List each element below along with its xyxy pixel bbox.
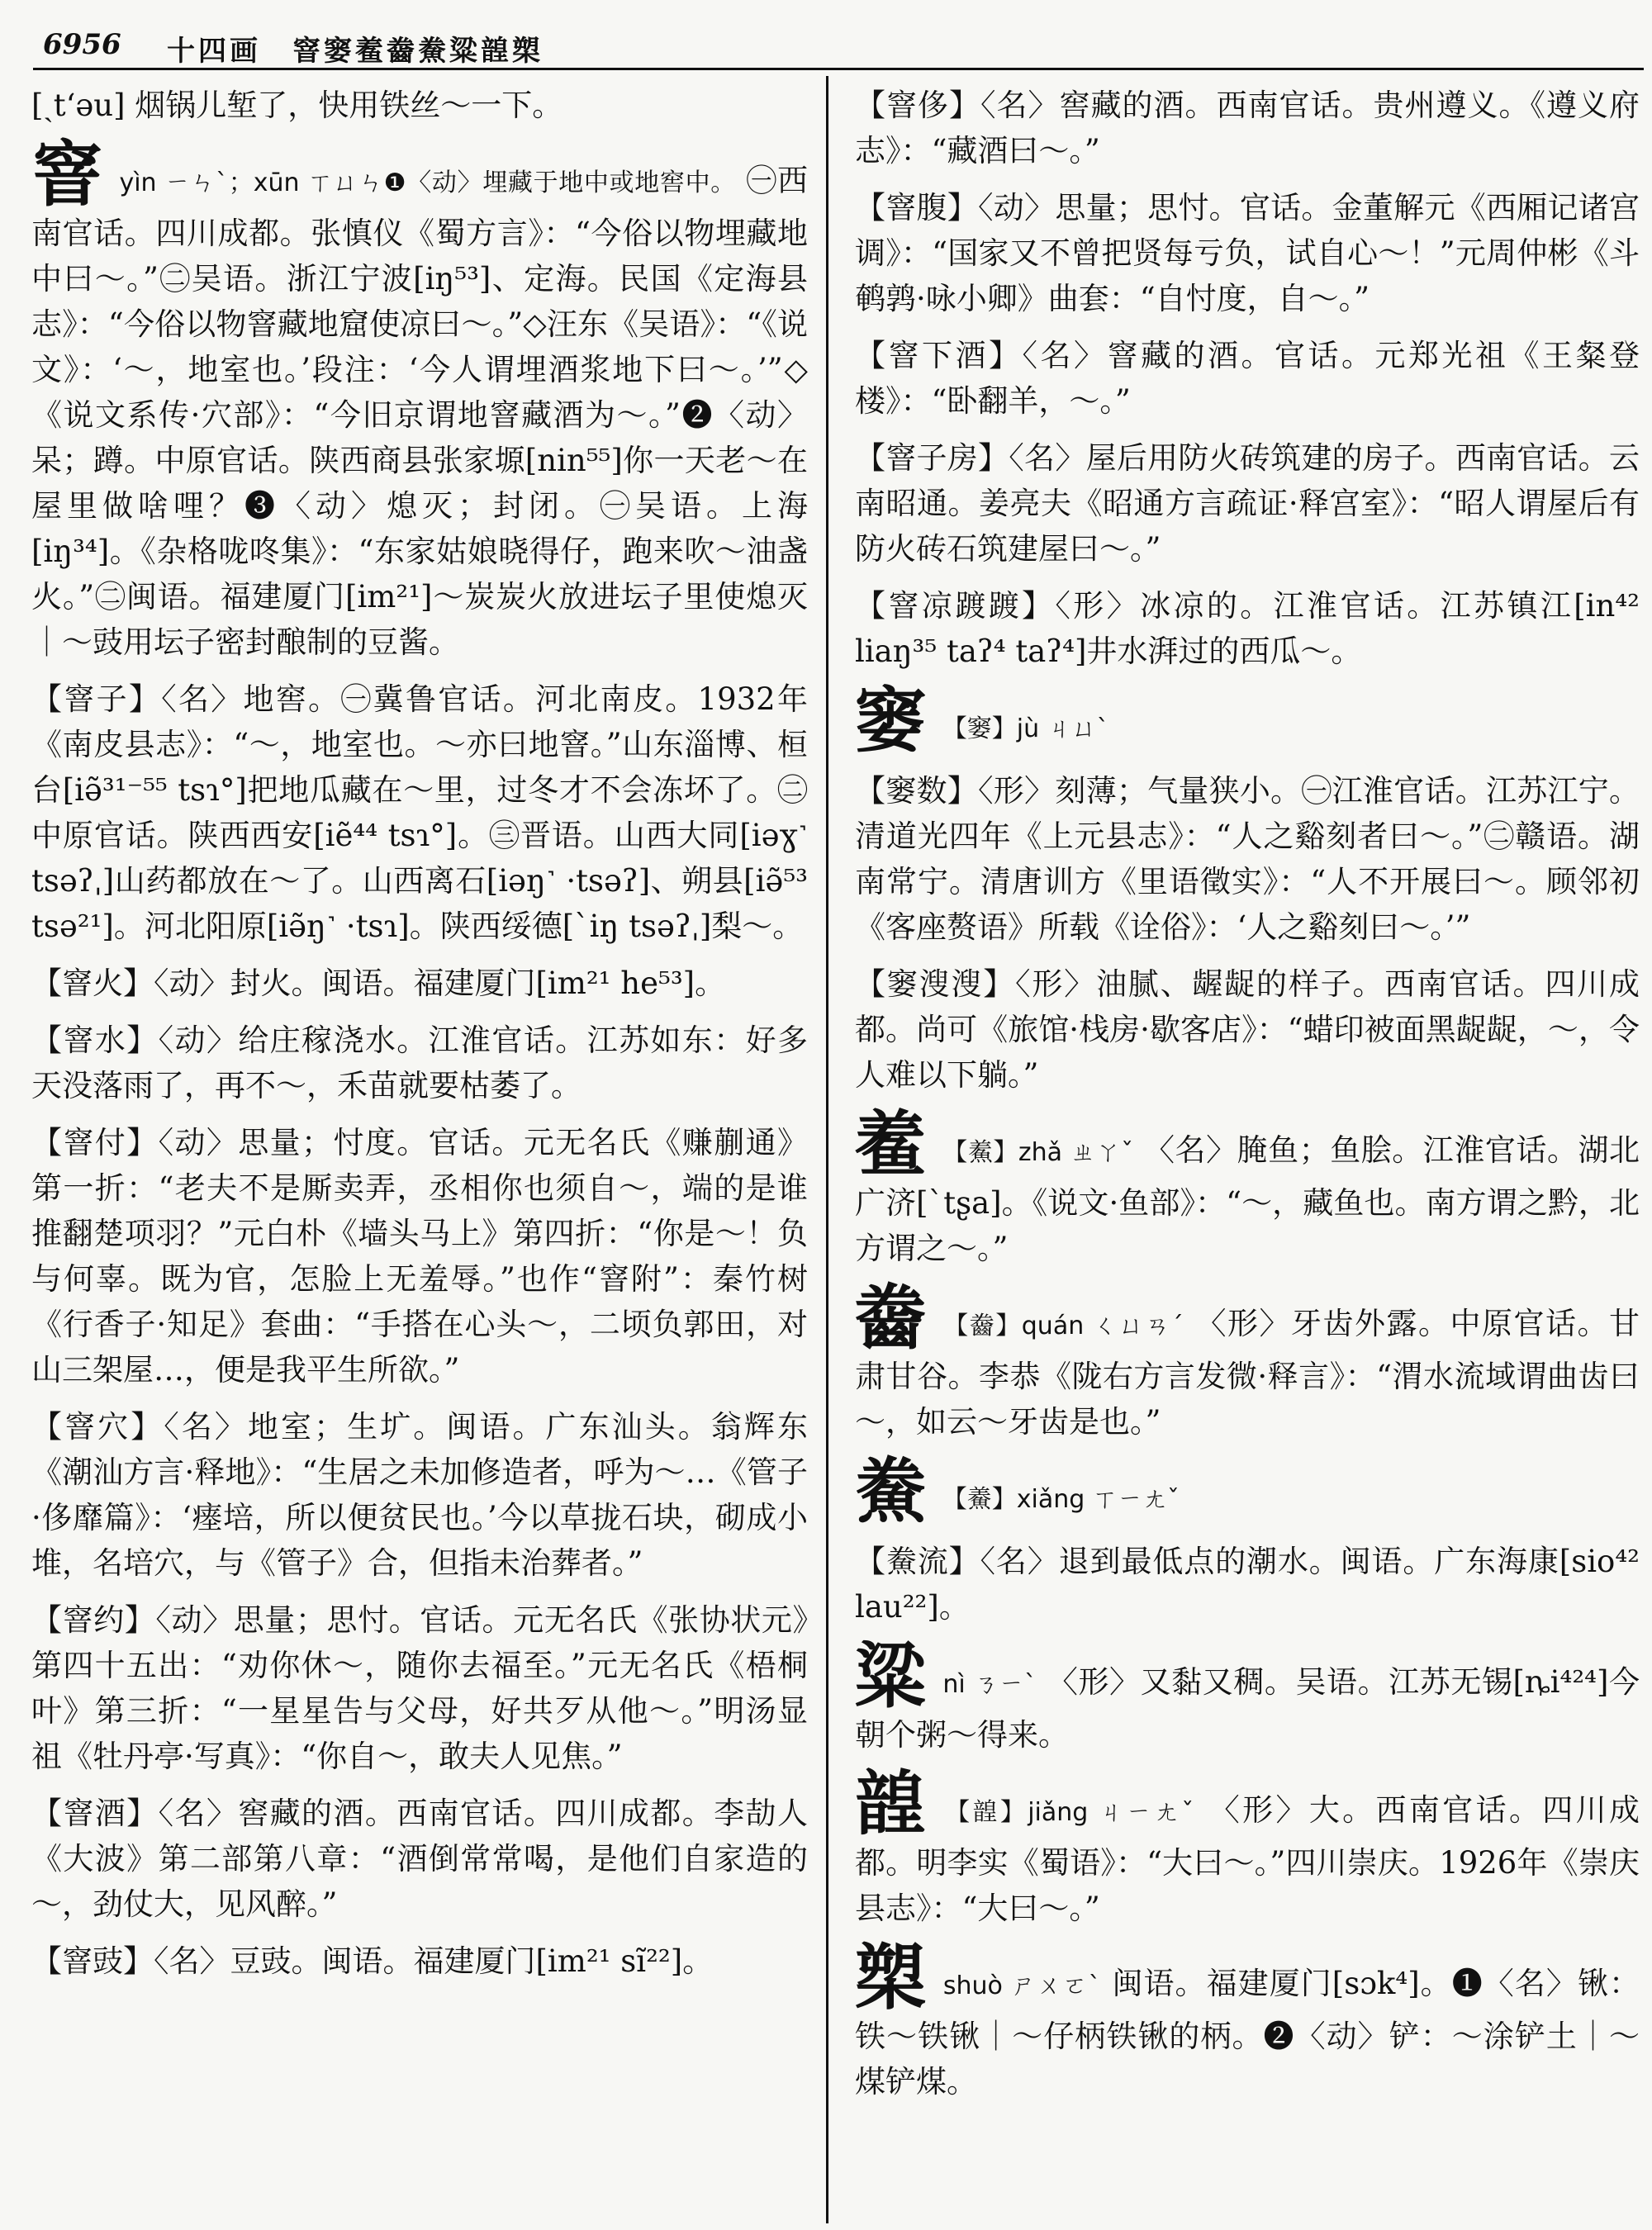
definition: 闽语。福建厦门[sɔk⁴]。❶〈名〉锹：铁～铁锹｜～仔柄铁锹的柄。❷〈动〉铲：～涂铲土｜～煤铲煤。: [855, 1966, 1640, 2100]
headword-reading: 【窭】jù ㄐㄩˋ: [942, 714, 1109, 743]
headword-entry: [855, 1276, 1640, 1445]
entry: 【窨水】〈动〉给庄稼浇水。江淮官话。江苏如东：好多天没落雨了，再不～，禾苗就要枯萎了。: [31, 1022, 808, 1103]
headword-reading: 【韹】jiǎng ㄐㄧㄤˇ: [945, 1798, 1197, 1827]
entry: 【窭溲溲】〈形〉油腻、龌龊的样子。西南官话。四川成都。尚可《旅馆·栈房·歇客店》：“蜡印被面黑龊龊，～，令人难以下躺。”: [855, 966, 1640, 1093]
definition: 〈名〉腌鱼；鱼脍。江淮官话。湖北广济[ˋtʂa]。《说文·鱼部》：“～，藏鱼也。南方谓之黔，北方谓之～。”: [855, 1132, 1640, 1266]
right-column: [855, 83, 1640, 2222]
entry: 【窨约】〈动〉思量；思忖。官话。元无名氏《张协状元》第四十五出：“劝你休～，随你去福至。”元无名氏《梧桐叶》第三折：“一星星告与父母，好共歹从他～。”明汤显祖《牡丹亭·写真》：“你自～，敢夫人见焦。”: [31, 1602, 808, 1774]
column-divider: [826, 76, 828, 2223]
left-column: [31, 83, 808, 2222]
entry: 【窨子】〈名〉地窖。㊀冀鲁官话。河北南皮。1932年《南皮县志》：“～，地室也。～亦曰地窨。”山东淄博、桓台[iə̃³¹⁻⁵⁵ tsɿ°]把地瓜藏在～里，过冬才不会冻坏了。㊁中原官话。陕西西安[iẽ⁴⁴ tsɿ°]。㊂晋语。山西大同[iəɣ˺ tsəʔˌ]山药都放在～了。山西离石[iəŋ˺ ·tsəʔ]、朔县[iə̃⁵³ tsə²¹]。河北阳原[iə̃ŋ˺ ·tsɿ]。陕西绥德[ˋiŋ tsəʔˌ]梨～。: [31, 681, 808, 944]
definition: 〈形〉又黏又稠。吴语。江苏无锡[ȵi⁴²⁴]今朝个粥～得来。: [855, 1664, 1640, 1753]
definition: ㊀西南官话。四川成都。张慎仪《蜀方言》：“今俗以物埋藏地中曰～。”㊁吴语。浙江宁波[iŋ⁵³]、定海。民国《定海县志》：“今俗以物窨藏地窟使凉曰～。”◇汪东《吴语》：“《说文》：‘～，地室也。’段注：‘今人谓埋酒浆地下曰～。’”◇《说文系传·穴部》：“今旧京谓地窨藏酒为～。”❷〈动〉呆；蹲。中原官话。陕西商县张家塬[nin⁵⁵]你一天老～在屋里做啥哩？❸〈动〉熄灭；封闭。㊀吴语。上海[iŋ³⁴]。《杂格咙咚集》：“东家姑娘晓得仔，跑来吹～油盏火。”㊁闽语。福建厦门[im²¹]～炭炭火放进坛子里使熄灭｜～豉用坛子密封酿制的豆酱。: [31, 163, 808, 660]
entry: 【窨凉踱踱】〈形〉冰凉的。江淮官话。江苏镇江[in⁴² liaŋ³⁵ taʔ⁴ taʔ⁴]井水湃过的西瓜～。: [855, 588, 1640, 669]
entry: 【窨侈】〈名〉窖藏的酒。西南官话。贵州遵义。《遵义府志》：“藏酒曰～。”: [855, 88, 1640, 168]
entry: 【窨酒】〈名〉窖藏的酒。西南官话。四川成都。李劼人《大波》第二部第八章：“酒倒常常喝，是他们自家造的～，劲仗大，见风醉。”: [31, 1796, 808, 1922]
entry: 【鮝流】〈名〉退到最低点的潮水。闽语。广东海康[sio⁴² lau²²]。: [855, 1544, 1640, 1625]
headword-entry: [855, 1763, 1640, 1931]
entry: 【窨付】〈动〉思量；忖度。官话。元无名氏《赚蒯通》第一折：“老夫不是厮卖弄，丞相你也须自～，端的是谁推翻楚项羽？”元白朴《墙头马上》第四折：“你是～！负与何辜。既为官，怎脸上无羞辱。”也作“窨附”：秦竹树《行香子·知足》套曲：“手搭在心头～，二顷负郭田，对山三架屋…，便是我平生所欲。”: [31, 1125, 808, 1388]
entry: 【窨火】〈动〉封火。闽语。福建厦门[im²¹ he⁵³]。: [31, 966, 726, 1001]
headword-reading: nì ㄋㄧˋ: [942, 1670, 1037, 1699]
headword-reading: 【齤】quán ㄑㄩㄢˊ: [943, 1312, 1185, 1340]
headword: 鲝: [855, 1103, 926, 1186]
definition: 〈形〉牙齿外露。中原官话。甘肃甘谷。李恭《陇右方言发微·释言》：“渭水流域谓曲齿曰～，如云～牙齿是也。”: [855, 1306, 1640, 1440]
page-title: 十四画 窨窭鲝齤鮝粱韹槊: [167, 35, 544, 68]
entry: 【窨腹】〈动〉思量；思忖。官话。金董解元《西厢记诸宫调》：“国家又不曾把贤每亏负，试自心～！”元周仲彬《斗鹌鹑·咏小卿》曲套：“自忖度，自～。”: [855, 190, 1640, 316]
entry: [ˏtʻəu] 烟锅儿堑了，快用铁丝～一下。: [31, 88, 563, 123]
entry: 【窨豉】〈名〉豆豉。闽语。福建厦门[im²¹ sĩ²²]。: [31, 1943, 714, 1979]
header-rule: [33, 68, 1644, 70]
headword-entry: [855, 679, 1640, 762]
headword: 鮝: [855, 1450, 926, 1533]
page-header: [43, 20, 1637, 69]
entry: 【窭数】〈形〉刻薄；气量狭小。㊀江淮官话。江苏江宁。清道光四年《上元县志》：“人之谿刻者曰～。”㊁赣语。湖南常宁。清唐训方《里语徵实》：“人不开展曰～。顾邻初《客座赘语》所载《诠俗》：‘人之谿刻曰～。’”: [855, 773, 1640, 945]
headword-reading: yìn ㄧㄣˋ；xūn ㄒㄩㄣ❶〈动〉埋藏于地中或地窖中。: [119, 168, 736, 197]
headword: 窭: [855, 679, 926, 762]
definition: 〈形〉大。西南官话。四川成都。明李实《蜀语》：“大曰～。”四川崇庆。1926年《崇庆县志》：“大曰～。”: [855, 1792, 1640, 1926]
headword-reading: 【鮺】zhǎ ㄓㄚˇ: [942, 1138, 1134, 1167]
headword-entry: [855, 1936, 1640, 2104]
headword-entry: [855, 1635, 1640, 1758]
headword-entry: [855, 1450, 1640, 1533]
entry: 【窨下酒】〈名〉窨藏的酒。官话。元郑光祖《王粲登楼》：“卧翻羊，～。”: [855, 338, 1640, 419]
headword-entry: [31, 133, 808, 665]
headword-entry: [855, 1103, 1640, 1271]
page-number: 6956: [43, 28, 121, 61]
entry: 【窨子房】〈名〉屋后用防火砖筑建的房子。西南官话。云南昭通。姜亮夫《昭通方言疏证·释宫室》：“昭人谓屋后有防火砖石筑建屋曰～。”: [855, 440, 1640, 567]
entry: 【窨穴】〈名〉地室；生圹。闽语。广东汕头。翁辉东《潮汕方言·释地》：“生居之未加修造者，呼为～…《管子·侈靡篇》：‘瘗培，所以便贫民也。’今以草拢石块，砌成小堆，名培穴，与《管子》合，但指未治葬者。”: [31, 1409, 808, 1581]
headword-reading: shuò ㄕㄨㄛˋ: [942, 1971, 1102, 2000]
headword: 齤: [855, 1276, 926, 1359]
headword: 窨: [31, 133, 102, 216]
headword: 韹: [855, 1763, 926, 1846]
headword: 粱: [855, 1635, 926, 1718]
headword: 槊: [855, 1936, 926, 2019]
headword-reading: 【鯗】xiǎng ㄒㄧㄤˇ: [942, 1485, 1180, 1514]
